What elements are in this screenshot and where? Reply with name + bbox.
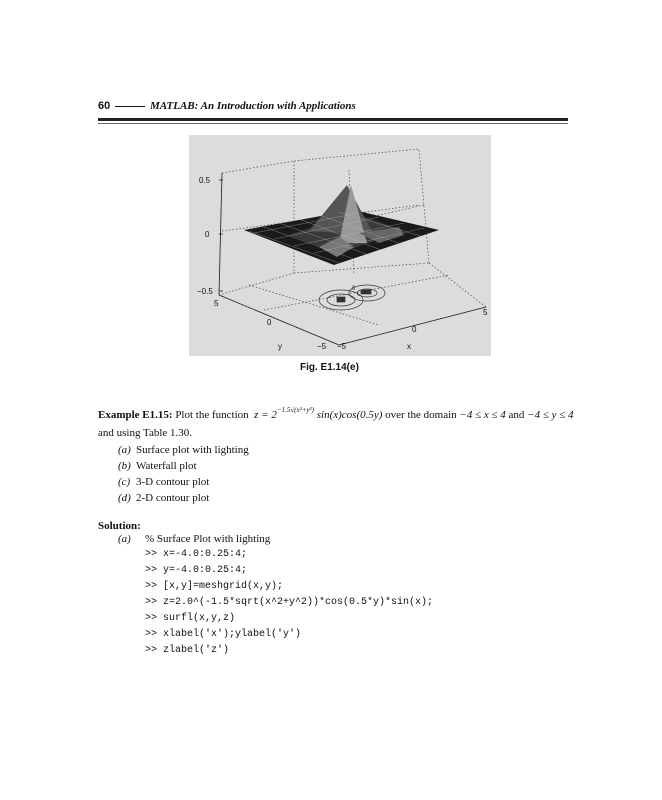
code-line: >> x=-4.0:0.25:4; bbox=[145, 549, 248, 560]
running-header bbox=[98, 100, 568, 114]
contour-label: 0 bbox=[352, 286, 356, 292]
code-line: >> xlabel('x');ylabel('y') bbox=[145, 629, 302, 640]
list-item-text: Surface plot with lighting bbox=[136, 444, 249, 456]
y-tick-label: −5 bbox=[317, 342, 327, 351]
code-line: >> surfl(x,y,z) bbox=[145, 613, 236, 624]
page-number: 60 bbox=[98, 100, 111, 112]
domain-text: over the domain bbox=[385, 409, 457, 421]
y-axis-label: y bbox=[278, 342, 282, 351]
list-item-mark: (c) bbox=[118, 476, 131, 488]
code-line: >> [x,y]=meshgrid(x,y); bbox=[145, 581, 284, 592]
header-rule-thin bbox=[98, 123, 568, 124]
example-lead: Plot the function bbox=[175, 409, 249, 421]
solution-part-marker: (a) bbox=[118, 533, 131, 545]
code-line: >> y=-4.0:0.25:4; bbox=[145, 565, 248, 576]
list-item bbox=[118, 492, 209, 504]
surface-plot-svg bbox=[189, 135, 491, 356]
header-dash bbox=[115, 106, 145, 107]
example-statement bbox=[98, 406, 573, 421]
list-item bbox=[118, 460, 197, 472]
domain-y: −4 ≤ y ≤ 4 bbox=[527, 409, 574, 421]
equation-rest: sin(x)cos(0.5y) bbox=[316, 409, 383, 421]
x-axis-label: x bbox=[407, 342, 411, 351]
and-text: and bbox=[508, 409, 525, 421]
x-tick-label: −5 bbox=[337, 342, 347, 351]
list-item-mark: (b) bbox=[118, 460, 131, 472]
code-line: >> z=2.0^(-1.5*sqrt(x^2+y^2))*cos(0.5*y)*sin(x); bbox=[145, 597, 434, 608]
code-line: >> zlabel('z') bbox=[145, 645, 230, 656]
solution-heading: % Surface Plot with lighting bbox=[145, 533, 271, 545]
list-item bbox=[118, 444, 249, 456]
equation-exponent: −1.5√(x²+y²) bbox=[276, 406, 314, 414]
list-item-mark: (d) bbox=[118, 492, 131, 504]
domain-x: −4 ≤ x ≤ 4 bbox=[459, 409, 506, 421]
example-line-2: and using Table 1.30. bbox=[98, 427, 193, 439]
solution-label: Solution: bbox=[98, 520, 141, 532]
list-item-text: 2-D contour plot bbox=[136, 492, 210, 504]
x-tick-label: 5 bbox=[483, 308, 488, 317]
z-tick-label: 0 bbox=[205, 230, 210, 239]
y-tick-label: 0 bbox=[267, 318, 272, 327]
list-item-text: 3-D contour plot bbox=[136, 476, 210, 488]
z-tick-label: −0.5 bbox=[197, 287, 213, 296]
list-item-text: Waterfall plot bbox=[136, 460, 197, 472]
x-tick-label: 0 bbox=[412, 325, 417, 334]
list-item bbox=[118, 476, 209, 488]
example-label: Example E1.15: bbox=[98, 409, 173, 421]
z-tick-label: 0.5 bbox=[199, 176, 211, 185]
equation-lhs: z = 2 bbox=[254, 409, 277, 421]
header-rule-thick bbox=[98, 118, 568, 121]
y-tick-label: 5 bbox=[214, 299, 219, 308]
surface-mesh bbox=[244, 185, 439, 265]
book-title: MATLAB: An Introduction with Applications bbox=[150, 100, 356, 112]
list-item-mark: (a) bbox=[118, 444, 131, 456]
figure-caption: Fig. E1.14(e) bbox=[300, 362, 359, 373]
surface-plot-figure bbox=[189, 135, 491, 356]
